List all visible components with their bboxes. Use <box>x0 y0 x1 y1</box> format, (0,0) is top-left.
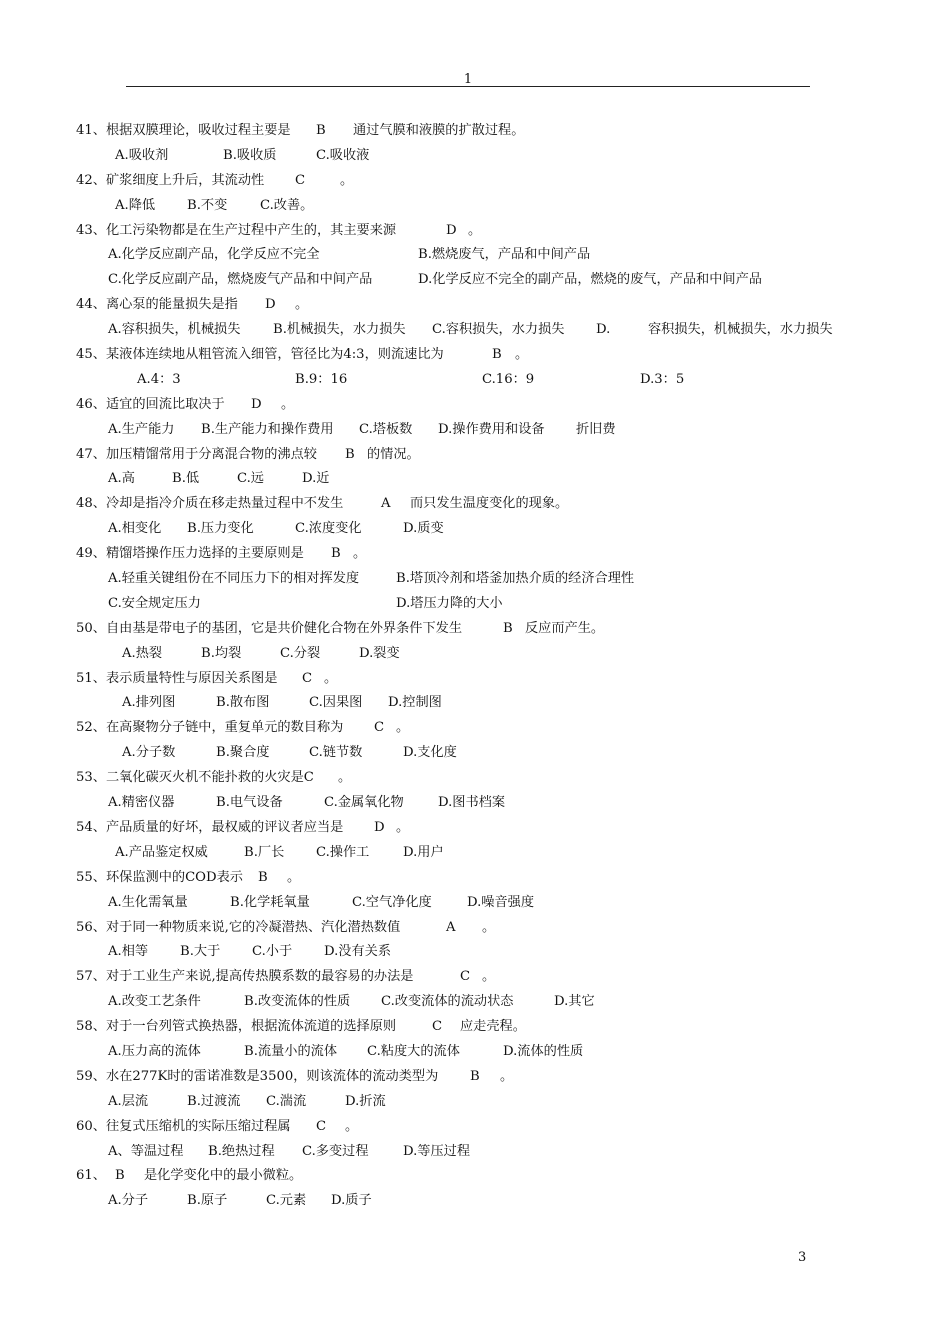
question-text: D <box>265 297 276 313</box>
option-text: B.机械损失，水力损失 <box>273 322 406 338</box>
option-text: C.金属氧化物 <box>324 795 404 811</box>
question-text: 。 <box>482 969 496 985</box>
option-text: B.9：16 <box>295 371 348 387</box>
header-rule <box>126 86 810 87</box>
options-line <box>0 268 950 293</box>
question-text: 54、产品质量的好坏，最权威的评议者应当是 <box>76 819 344 835</box>
options-line <box>0 517 950 542</box>
option-text: A.产品鉴定权威 <box>115 844 208 860</box>
option-text: B.电气设备 <box>216 795 283 811</box>
question-text: A <box>446 919 456 935</box>
option-text: B.低 <box>172 471 200 487</box>
header-page-label: 1 <box>463 72 473 87</box>
option-text: D.其它 <box>554 994 595 1010</box>
option-text: D.支化度 <box>403 745 457 761</box>
question-text: 61、 <box>76 1168 106 1184</box>
question-text: 。 <box>482 919 496 935</box>
question-text: 48、冷却是指冷介质在移走热量过程中不发生 <box>76 496 344 512</box>
question-text: 45、某液体连续地从粗管流入细管，管径比为4:3，则流速比为 <box>76 347 444 363</box>
option-text: A.轻重关键组份在不同压力下的相对挥发度 <box>108 571 360 587</box>
question-text: 57、对于工业生产来说,提高传热膜系数的最容易的办法是 <box>76 969 414 985</box>
option-text: C.元素 <box>266 1193 307 1209</box>
question-text: C <box>460 969 471 985</box>
question-text: 。 <box>515 347 529 363</box>
question-text: 43、化工污染物都是在生产过程中产生的，其主要来源 <box>76 222 397 238</box>
option-text: A.分子 <box>108 1193 149 1209</box>
question-line <box>0 1065 950 1090</box>
question-line <box>0 617 950 642</box>
question-text: 反应而产生。 <box>525 620 605 636</box>
option-text: B.不变 <box>187 197 228 213</box>
question-text: B <box>345 446 355 462</box>
option-text: D.噪音强度 <box>467 894 535 910</box>
option-text: A.高 <box>108 471 135 487</box>
question-text: B <box>492 347 502 363</box>
question-text: 是化学变化中的最小微粒。 <box>144 1168 303 1184</box>
option-text: A.分子数 <box>122 745 176 761</box>
question-text: 。 <box>281 396 295 412</box>
option-text: C.分裂 <box>280 645 321 661</box>
option-text: B.原子 <box>187 1193 228 1209</box>
option-text: A.热裂 <box>122 645 163 661</box>
option-text: A.精密仪器 <box>108 795 175 811</box>
question-text: C <box>302 670 313 686</box>
options-line <box>0 741 950 766</box>
question-text: 44、离心泵的能量损失是指 <box>76 297 238 313</box>
question-text: C <box>295 172 306 188</box>
question-text: 。 <box>468 222 482 238</box>
question-text: C <box>432 1019 443 1035</box>
option-text: A.相等 <box>108 944 149 960</box>
options-line <box>0 243 950 268</box>
question-text: 46、适宜的回流比取决于 <box>76 396 225 412</box>
option-text: A、等温过程 <box>108 1143 184 1159</box>
option-text: B.厂长 <box>244 844 285 860</box>
question-list <box>0 119 950 1214</box>
option-text: B.流量小的流体 <box>244 1043 338 1059</box>
option-text: B.压力变化 <box>187 521 254 537</box>
question-text: 47、加压精馏常用于分离混合物的沸点较 <box>76 446 317 462</box>
question-line <box>0 667 950 692</box>
option-text: C.改变流体的流动状态 <box>381 994 514 1010</box>
option-text: C.空气净化度 <box>352 894 432 910</box>
question-line <box>0 766 950 791</box>
question-text: 50、自由基是带电子的基团，它是共价健化合物在外界条件下发生 <box>76 620 463 636</box>
option-text: B.聚合度 <box>216 745 270 761</box>
question-text: B <box>115 1168 125 1184</box>
question-line <box>0 1115 950 1140</box>
option-text: A.容积损失，机械损失 <box>108 322 241 338</box>
option-text: B.改变流体的性质 <box>244 994 351 1010</box>
option-text: D.操作费用和设备 <box>438 421 545 437</box>
option-text: B.化学耗氧量 <box>230 894 310 910</box>
question-text: 通过气膜和液膜的扩散过程。 <box>353 123 525 138</box>
options-line <box>0 144 950 169</box>
option-text: 折旧费 <box>576 421 616 437</box>
question-text: B <box>470 1068 480 1084</box>
question-text: 52、在高聚物分子链中，重复单元的数目称为 <box>76 720 344 736</box>
question-text: 。 <box>500 1068 514 1084</box>
question-text: 59、水在277K时的雷诺准数是3500，则该流体的流动类型为 <box>76 1068 439 1084</box>
options-line <box>0 1189 950 1214</box>
question-text: B <box>331 546 341 562</box>
option-text: C.粘度大的流体 <box>367 1043 460 1059</box>
option-text: D.3：5 <box>640 371 685 387</box>
option-text: D. <box>596 322 611 338</box>
option-text: A.排列图 <box>122 695 176 711</box>
question-text: 应走壳程。 <box>460 1019 526 1035</box>
question-text: D <box>374 819 385 835</box>
question-line <box>0 393 950 418</box>
question-line <box>0 542 950 567</box>
option-text: B.大于 <box>180 944 221 960</box>
option-text: C.16：9 <box>482 371 535 387</box>
question-text: 。 <box>345 1118 359 1134</box>
option-text: A.改变工艺条件 <box>108 994 201 1010</box>
question-text: A <box>381 496 391 512</box>
option-text: C.远 <box>237 471 264 487</box>
question-line <box>0 169 950 194</box>
option-text: B.燃烧废气，产品和中间产品 <box>418 247 591 263</box>
question-line <box>0 219 950 244</box>
option-text: C.小于 <box>252 944 293 960</box>
options-line <box>0 194 950 219</box>
option-text: C.容积损失，水力损失 <box>432 322 565 338</box>
question-text: 55、环保监测中的COD表示 <box>76 869 243 885</box>
question-text: B <box>258 869 268 885</box>
options-line <box>0 642 950 667</box>
question-text: 。 <box>287 869 301 885</box>
question-text: B <box>316 123 326 138</box>
options-line <box>0 940 950 965</box>
option-text: D.图书档案 <box>438 795 506 811</box>
option-text: D.流体的性质 <box>503 1043 584 1059</box>
question-text: B <box>503 620 513 636</box>
question-text: C <box>316 1118 327 1134</box>
question-text: 。 <box>340 172 354 188</box>
question-line <box>0 716 950 741</box>
option-text: C.多变过程 <box>302 1143 369 1159</box>
question-text: 41、根据双膜理论，吸收过程主要是 <box>76 123 291 138</box>
option-text: A.层流 <box>108 1093 149 1109</box>
options-line <box>0 791 950 816</box>
option-text: B.生产能力和操作费用 <box>201 421 334 437</box>
question-line <box>0 119 950 144</box>
question-text: 。 <box>338 770 352 786</box>
option-text: D.近 <box>302 471 330 487</box>
question-text: D <box>251 396 262 412</box>
option-text: A.压力高的流体 <box>108 1043 201 1059</box>
question-line <box>0 866 950 891</box>
option-text: D.质子 <box>331 1193 372 1209</box>
option-text: C.湍流 <box>266 1093 307 1109</box>
option-text: C.塔板数 <box>359 421 413 437</box>
option-text: D.用户 <box>403 844 444 860</box>
options-line <box>0 467 950 492</box>
options-line <box>0 841 950 866</box>
options-line <box>0 368 950 393</box>
option-text: D.质变 <box>403 521 444 537</box>
question-text: 51、表示质量特性与原因关系图是 <box>76 670 278 686</box>
question-text: 而只发生温度变化的现象。 <box>410 496 569 512</box>
question-text: 。 <box>353 546 367 562</box>
question-text: 。 <box>396 720 410 736</box>
option-text: C.吸收液 <box>316 147 370 163</box>
option-text: A.吸收剂 <box>115 147 169 163</box>
question-line <box>0 492 950 517</box>
option-text: B.散布图 <box>216 695 270 711</box>
option-text: B.塔顶冷剂和塔釜加热介质的经济合理性 <box>396 571 635 587</box>
page-number: 3 <box>798 1250 807 1265</box>
question-text: 58、对于一台列管式换热器，根据流体流道的选择原则 <box>76 1019 397 1035</box>
question-line <box>0 1015 950 1040</box>
option-text: 容积损失，机械损失，水力损失 <box>648 322 833 338</box>
question-line <box>0 916 950 941</box>
question-line <box>0 343 950 368</box>
options-line <box>0 990 950 1015</box>
option-text: D.塔压力降的大小 <box>396 595 503 611</box>
option-text: A.4：3 <box>137 371 181 387</box>
question-text: 。 <box>324 670 338 686</box>
option-text: A.生化需氧量 <box>108 894 188 910</box>
options-line <box>0 592 950 617</box>
question-text: 56、对于同一种物质来说,它的冷凝潜热、汽化潜热数值 <box>76 919 401 935</box>
option-text: A.相变化 <box>108 521 162 537</box>
question-line <box>0 1164 950 1189</box>
options-line <box>0 418 950 443</box>
option-text: C.安全规定压力 <box>108 595 201 611</box>
option-text: D.化学反应不完全的副产品，燃烧的废气，产品和中间产品 <box>418 272 762 288</box>
option-text: A.降低 <box>115 197 156 213</box>
question-text: 。 <box>295 297 309 313</box>
option-text: C.化学反应副产品，燃烧废气产品和中间产品 <box>108 272 373 288</box>
option-text: B.绝热过程 <box>208 1143 275 1159</box>
option-text: C.操作工 <box>316 844 370 860</box>
option-text: D.裂变 <box>359 645 400 661</box>
option-text: C.因果图 <box>309 695 363 711</box>
options-line <box>0 1090 950 1115</box>
question-line <box>0 816 950 841</box>
option-text: B.均裂 <box>201 645 242 661</box>
question-text: 60、往复式压缩机的实际压缩过程属 <box>76 1118 291 1134</box>
question-text: C <box>374 720 385 736</box>
question-text: 的情况。 <box>367 446 420 462</box>
option-text: C.链节数 <box>309 745 363 761</box>
options-line <box>0 891 950 916</box>
options-line <box>0 567 950 592</box>
option-text: A.化学反应副产品，化学反应不完全 <box>108 247 320 263</box>
option-text: D.控制图 <box>388 695 442 711</box>
question-line <box>0 443 950 468</box>
option-text: B.吸收质 <box>223 147 277 163</box>
question-text: D <box>446 222 457 238</box>
question-text: 49、精馏塔操作压力选择的主要原则是 <box>76 546 304 562</box>
question-line <box>0 965 950 990</box>
options-line <box>0 1040 950 1065</box>
question-text: 。 <box>396 819 410 835</box>
option-text: C.改善。 <box>260 197 314 213</box>
options-line <box>0 318 950 343</box>
option-text: D.没有关系 <box>324 944 392 960</box>
question-text: 53、二氧化碳灭火机不能扑救的火灾是C <box>76 770 314 786</box>
options-line <box>0 691 950 716</box>
question-text: 42、矿浆细度上升后，其流动性 <box>76 172 265 188</box>
option-text: D.等压过程 <box>403 1143 471 1159</box>
option-text: B.过渡流 <box>187 1093 241 1109</box>
options-line <box>0 1140 950 1165</box>
option-text: C.浓度变化 <box>295 521 362 537</box>
option-text: D.折流 <box>345 1093 386 1109</box>
question-line <box>0 293 950 318</box>
option-text: A.生产能力 <box>108 421 175 437</box>
